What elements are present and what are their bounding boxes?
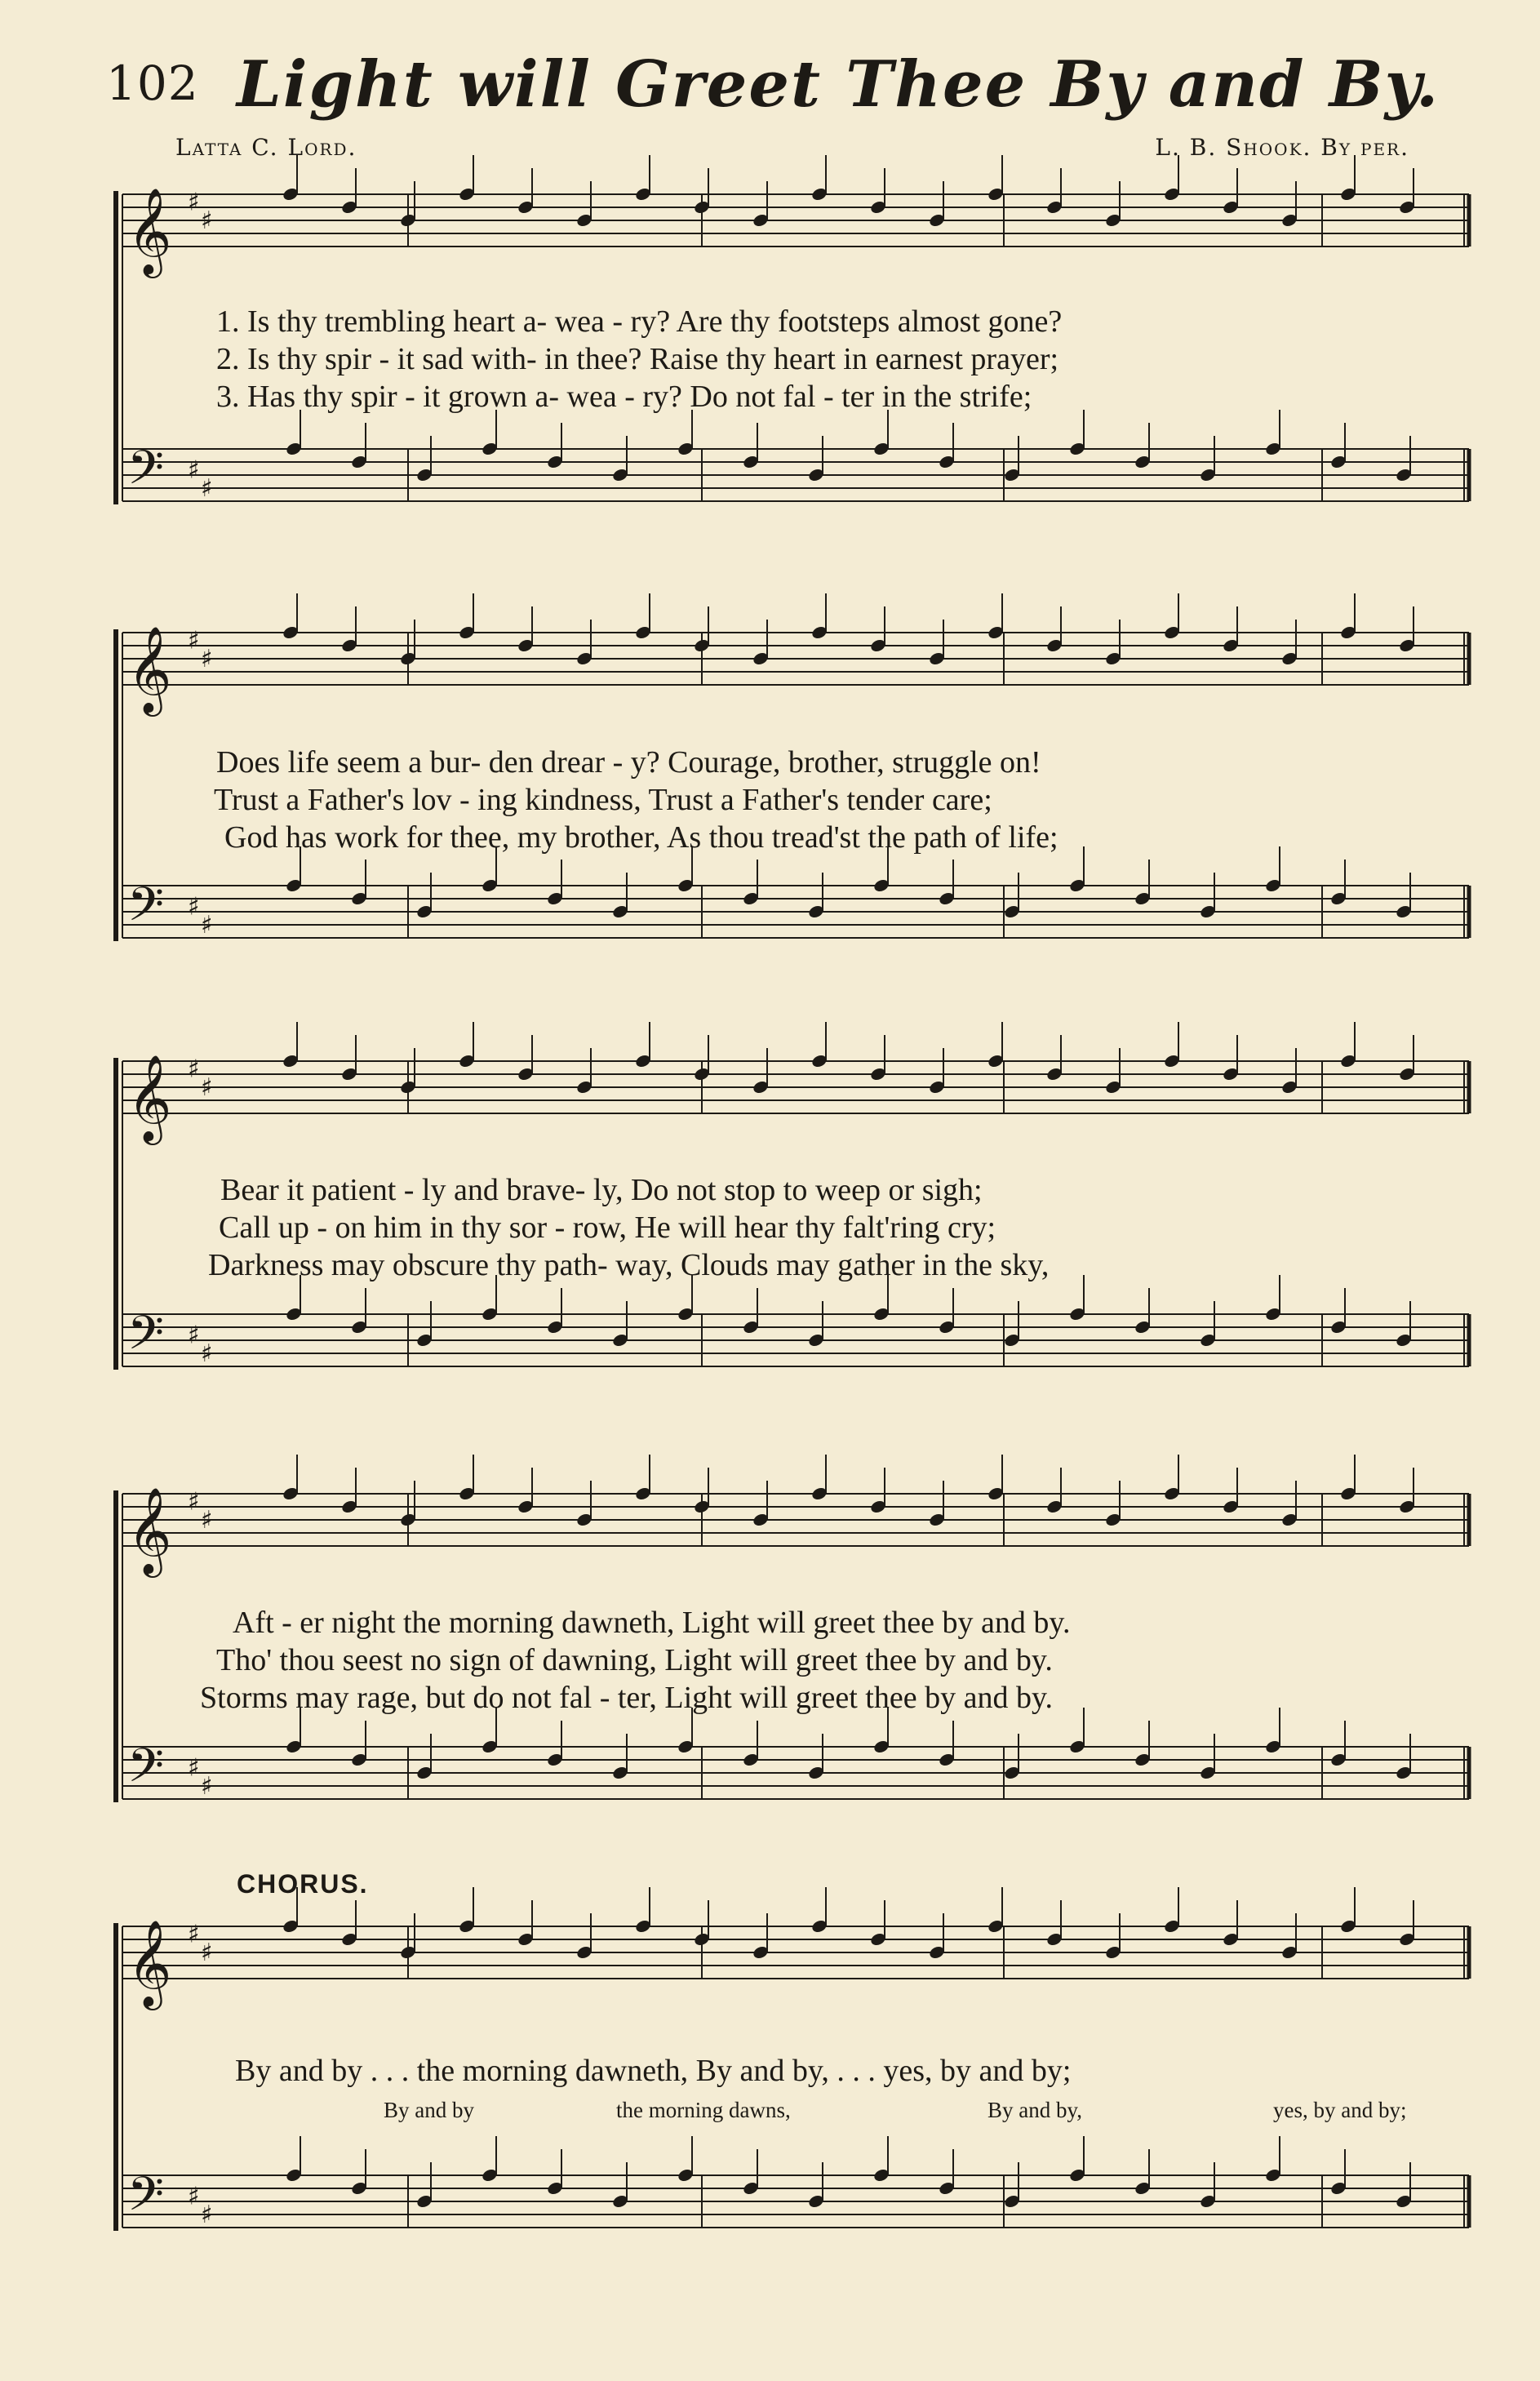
chorus-treble-sharp: ♯ (188, 1920, 200, 1949)
lyric-line-s3-v3: Darkness may obscure thy path- way, Clouds may gather in the sky, (208, 1248, 1050, 1282)
s4-bass-sharp: ♯ (188, 1753, 200, 1783)
s1-bass-clef: 𝄢 (127, 440, 165, 507)
composer-credit: L. B. Shook. By per. (1155, 134, 1409, 161)
s1-bass-sharp: ♯ (201, 474, 213, 503)
s3-bass-sharp: ♯ (201, 1339, 213, 1368)
s2-treble-sharp: ♯ (188, 626, 200, 655)
lyric-line-s1-v2: 2. Is thy spir - it sad with- in thee? Raise thy heart in earnest prayer; (216, 342, 1059, 376)
s1-treble-sharp: ♯ (188, 188, 200, 217)
lyricist-credit: Latta C. Lord. (175, 134, 357, 161)
s4-bass-sharp: ♯ (201, 1772, 213, 1801)
chorus-bass-sharp: ♯ (188, 2182, 200, 2211)
s3-treble-clef: 𝄞 (127, 1054, 172, 1141)
chorus-bass-lyric-4: yes, by and by; (1273, 2098, 1407, 2122)
s3-treble-sharp: ♯ (188, 1055, 200, 1084)
lyric-line-s1-v1: 1. Is thy trembling heart a- wea - ry? Are thy footsteps almost gone? (216, 304, 1063, 339)
s2-treble-sharp: ♯ (201, 645, 213, 673)
s2-bass-clef: 𝄢 (127, 877, 165, 944)
s4-treble-sharp: ♯ (201, 1506, 213, 1535)
s1-treble-clef: 𝄞 (127, 187, 172, 274)
chorus-bass-lyric-2: the morning dawns, (616, 2098, 791, 2122)
s4-treble-sharp: ♯ (188, 1487, 200, 1517)
lyric-line-s4-v1: Aft - er night the morning dawneth, Light will greet thee by and by. (233, 1606, 1071, 1640)
chorus-bass-lyric-3: By and by, (987, 2098, 1082, 2122)
chorus-treble-clef: 𝄞 (127, 1919, 172, 2006)
s2-bass-sharp: ♯ (188, 892, 200, 922)
chorus-treble-sharp: ♯ (201, 1939, 213, 1967)
s2-treble-clef: 𝄞 (127, 625, 172, 713)
s1-bass-sharp: ♯ (188, 455, 200, 485)
s3-treble-sharp: ♯ (201, 1073, 213, 1102)
s3-bass-clef: 𝄢 (127, 1305, 165, 1372)
chorus-bass-sharp: ♯ (201, 2201, 213, 2229)
page-number: 102 (106, 56, 199, 111)
s4-treble-clef: 𝄞 (127, 1486, 172, 1574)
lyric-line-s4-v3: Storms may rage, but do not fal - ter, Light will greet thee by and by. (200, 1681, 1053, 1715)
lyric-line-s3-v2: Call up - on him in thy sor - row, He will hear thy falt'ring cry; (219, 1210, 996, 1245)
chorus-bass-clef: 𝄢 (127, 2166, 165, 2233)
chorus-bass-lyric-1: By and by (384, 2098, 474, 2122)
lyric-line-s2-v2: Trust a Father's lov - ing kindness, Trust a Father's tender care; (214, 783, 992, 817)
lyric-line-s4-v2: Tho' thou seest no sign of dawning, Light will greet thee by and by. (216, 1643, 1053, 1677)
lyric-line-s2-v1: Does life seem a bur- den drear - y? Courage, brother, struggle on! (216, 745, 1041, 780)
lyric-line-s1-v3: 3. Has thy spir - it grown a- wea - ry? Do not fal - ter in the strife; (216, 380, 1032, 414)
lyric-line-s2-v3: God has work for thee, my brother, As thou tread'st the path of life; (224, 820, 1058, 855)
s2-bass-sharp: ♯ (201, 911, 213, 940)
hymn-title: Light will Greet Thee By and By. (237, 47, 1440, 122)
lyric-line-s3-v1: Bear it patient - ly and brave- ly, Do not stop to weep or sigh; (220, 1173, 983, 1207)
s3-bass-sharp: ♯ (188, 1321, 200, 1350)
s1-treble-sharp: ♯ (201, 207, 213, 235)
s4-bass-clef: 𝄢 (127, 1738, 165, 1805)
chorus-lyric-line: By and by . . . the morning dawneth, By and by, . . . yes, by and by; (235, 2054, 1072, 2088)
chorus-label: CHORUS. (237, 1869, 369, 1899)
